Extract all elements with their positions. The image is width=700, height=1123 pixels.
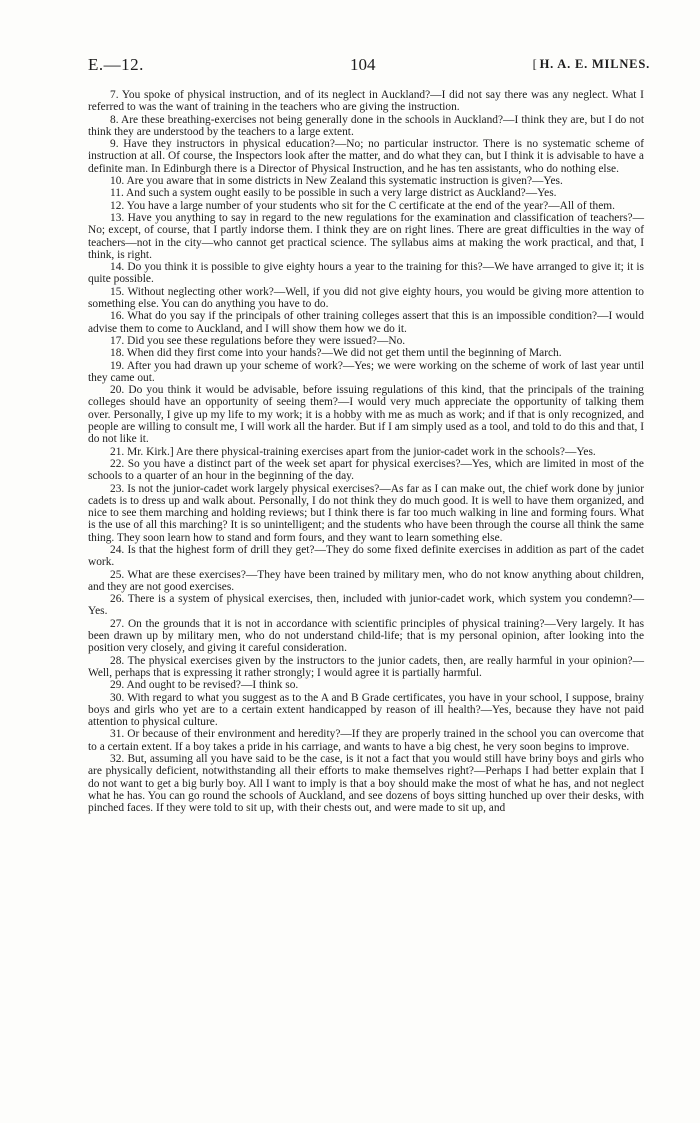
qa-paragraph xyxy=(88,569,644,594)
question-answer-text: Mr. Kirk.] Are there physical-training exercises apart from the junior-cadet work in the schools?—Yes. xyxy=(127,445,596,458)
question-answer-text: Is not the junior-cadet work largely physical exercises?—As far as I can make out, the chief work done by junior cadets is to dress up and walk about. Personally, I do not think they do much good. It is well to have them organized, and nice to see them marching and holding reviews; but I think there is far too much walking in line and forming fours. What is the use of all this marching? It is so unintelligent; and the students who have been through the course all think the same thing. They soon learn how to stand and form fours, and they want to learn something else. xyxy=(88,482,644,544)
question-answer-text: Did you see these regulations before they were issued?—No. xyxy=(127,334,406,347)
document-reference: E.—12. xyxy=(88,55,144,74)
qa-paragraph xyxy=(88,187,644,199)
page-number: 104 xyxy=(350,55,376,74)
question-answer-text: So you have a distinct part of the week set apart for physical exercises?—Yes, which are limited in most of the schools to a quarter of an hour in the beginning of the day. xyxy=(88,457,644,483)
page-header xyxy=(88,55,650,77)
question-number: 18. xyxy=(110,347,125,360)
question-number: 21. xyxy=(110,445,125,458)
question-number: 24. xyxy=(110,543,125,556)
question-answer-text: When did they first come into your hands?—We did not get them until the beginning of March. xyxy=(126,347,562,360)
witness-name: [ H. A. E. MILNES. xyxy=(532,57,650,71)
question-answer-text: On the grounds that it is not in accordance with scientific principles of physical training?—Very largely. It has been drawn up by military men, who do not understand child-life; that is my personal opinion, after looking into the position very closely, and giving it careful consideration. xyxy=(88,617,644,655)
question-number: 8. xyxy=(110,113,119,126)
question-answer-text: Are you aware that in some districts in New Zealand this systematic instruction is given?—Yes. xyxy=(126,175,563,188)
question-answer-text: But, assuming all you have said to be the case, is it not a fact that you would still have briny boys and girls who are physically deficient, notwithstanding all their efforts to make themselves right?—Perhaps I had better explain that I do not want to get a big burly boy. All I want to imply is that a boy should make the most of what he has, and not neglect what he has. You can go round the schools of Auckland, and see dozens of boys sitting hunched up over their desks, with pinched faces. If they were told to sit up, with their chests out, and were made to sit up, and xyxy=(88,753,644,815)
question-answer-text: And ought to be revised?—I think so. xyxy=(126,679,299,692)
qa-paragraph xyxy=(88,89,644,114)
question-answer-text: You have a large number of your students who sit for the C certificate at the end of the year?—All of them. xyxy=(126,199,615,212)
question-number: 12. xyxy=(110,199,125,212)
question-answer-text: What are these exercises?—They have been trained by military men, who do not know anything about children, and they are not good exercises. xyxy=(88,568,644,593)
question-number: 7. xyxy=(110,89,119,101)
qa-paragraph xyxy=(88,458,644,483)
qa-paragraph xyxy=(88,175,644,187)
qa-paragraph xyxy=(88,618,644,655)
question-answer-text: Is that the highest form of drill they get?—They do some fixed definite exercises in addition as part of the cadet work. xyxy=(88,543,644,569)
question-number: 25. xyxy=(110,568,125,581)
question-number: 32. xyxy=(110,753,125,766)
question-answer-text: With regard to what you suggest as to the A and B Grade certificates, you have in your school, I suppose, brainy boys and girls who yet are to a certain extent handicapped by reason of ill health?—Yes, because they have not paid attention to physical culture. xyxy=(88,691,644,729)
question-number: 16. xyxy=(110,310,125,323)
question-number: 15. xyxy=(110,285,125,298)
document-body xyxy=(88,89,644,815)
qa-paragraph xyxy=(88,347,644,359)
qa-paragraph xyxy=(88,286,644,311)
qa-paragraph xyxy=(88,593,644,618)
qa-paragraph xyxy=(88,692,644,729)
question-number: 10. xyxy=(110,175,125,188)
qa-paragraph xyxy=(88,483,644,544)
question-answer-text: And such a system ought easily to be possible in such a very large district as Auckland?—Yes. xyxy=(126,187,557,200)
question-number: 28. xyxy=(110,654,125,667)
qa-paragraph xyxy=(88,655,644,680)
qa-paragraph xyxy=(88,200,644,212)
question-number: 9. xyxy=(110,138,119,151)
question-number: 13. xyxy=(110,211,125,224)
question-answer-text: The physical exercises given by the instructors to the junior cadets, then, are really harmful in your opinion?—Well, perhaps that is expressing it rather strongly; I would agree it is partially harmful. xyxy=(88,654,644,679)
question-answer-text: Are these breathing-exercises not being generally done in the schools in Auckland?—I think they are, but I do not think they are understood by the teachers to a large extent. xyxy=(88,113,645,138)
qa-paragraph xyxy=(88,446,644,458)
question-answer-text: After you had drawn up your scheme of work?—Yes; we were working on the scheme of work of last year until they came out. xyxy=(88,359,644,384)
question-number: 17. xyxy=(110,334,125,347)
question-answer-text: Have they instructors in physical education?—No; no particular instructor. There is no systematic scheme of instruction at all. Of course, the Inspectors look after the matter, and do what they can, but I think it is advisable to have a definite man. In Edinburgh there is a Director of Physical Instruction, and he has ten assistants, who do nothing else. xyxy=(88,138,644,175)
question-answer-text: Do you think it is possible to give eighty hours a year to the training for this?—We have arranged to give it; it is quite possible. xyxy=(88,261,644,286)
question-number: 19. xyxy=(110,359,125,372)
question-answer-text: You spoke of physical instruction, and of its neglect in Auckland?—I did not say there was any neglect. What I referred to was the want of training in the teachers who are giving the instruction. xyxy=(88,89,644,114)
question-answer-text: There is a system of physical exercises, then, included with junior-cadet work, which system you condemn?—Yes. xyxy=(88,593,644,618)
qa-paragraph xyxy=(88,212,644,261)
question-number: 30. xyxy=(110,691,125,704)
qa-paragraph xyxy=(88,138,644,175)
question-answer-text: Or because of their environment and heredity?—If they are properly trained in the school you can overcome that to a certain extent. If a boy takes a pride in his carriage, and wants to have a big chest, he very soon begins to improve. xyxy=(88,728,644,753)
qa-paragraph xyxy=(88,360,644,385)
question-number: 29. xyxy=(110,679,125,692)
question-number: 23. xyxy=(110,482,125,495)
qa-paragraph xyxy=(88,261,644,286)
question-answer-text: Have you anything to say in regard to the new regulations for the examination and classification of teachers?—No; except, of course, that I partly indorse them. I think they are on right lines. There are great difficulties in the way of teachers—not in the city—who cannot get practical science. The syllabus aims at making the work practical, and that, I think, is right. xyxy=(88,211,644,261)
question-number: 11. xyxy=(110,187,124,200)
qa-paragraph xyxy=(88,310,644,335)
question-number: 14. xyxy=(110,261,125,274)
question-number: 27. xyxy=(110,617,125,630)
question-number: 26. xyxy=(110,593,125,606)
question-answer-text: What do you say if the principals of other training colleges assert that this is an impossible condition?—I would advise them to come to Auckland, and I will show them how we do it. xyxy=(88,310,644,335)
question-number: 20. xyxy=(110,384,125,397)
question-number: 31. xyxy=(110,728,125,741)
qa-paragraph xyxy=(88,679,644,691)
question-answer-text: Do you think it would be advisable, before issuing regulations of this kind, that the principals of the training colleges should have an opportunity of seeing them?—I would very much appreciate the opportunity of talking them over. Personally, I give up my life to my work; it is a hobby with me as much as work; and if that is only recognized, and people are willing to consult me, I will work all the harder. But if I am simply used as a tool, and told to do this and that, I do not like it. xyxy=(88,384,644,446)
question-number: 22. xyxy=(110,457,125,470)
qa-paragraph xyxy=(88,753,644,814)
qa-paragraph xyxy=(88,335,644,347)
qa-paragraph xyxy=(88,384,644,445)
qa-paragraph xyxy=(88,728,644,753)
qa-paragraph xyxy=(88,114,644,139)
question-answer-text: Without neglecting other work?—Well, if you did not give eighty hours, you would be giving more attention to something else. You can do anything you have to do. xyxy=(88,285,644,311)
qa-paragraph xyxy=(88,544,644,569)
